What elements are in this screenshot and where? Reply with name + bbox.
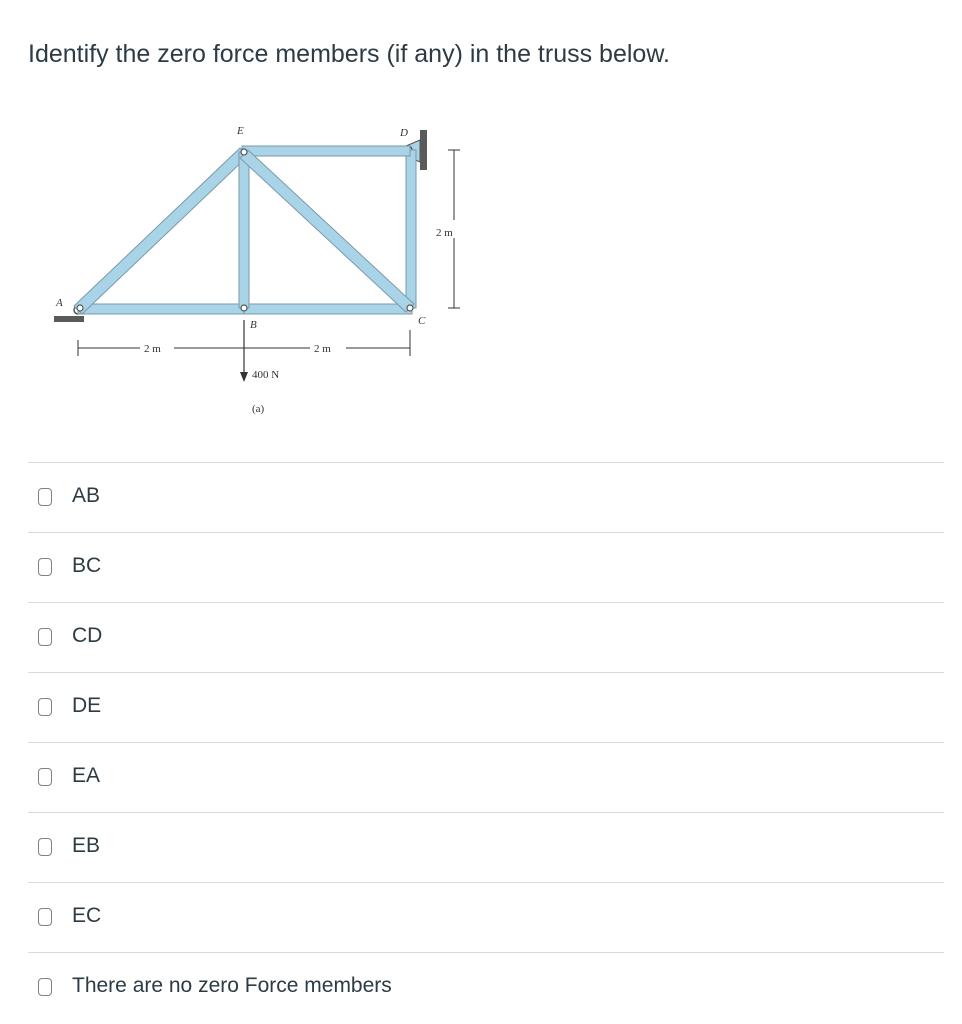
checkbox[interactable] (38, 558, 52, 576)
truss-figure (40, 110, 500, 430)
truss-diagram (40, 110, 500, 430)
node-label-c: C (418, 315, 426, 327)
checkbox[interactable] (38, 628, 52, 646)
option-label: AB (72, 484, 101, 507)
question-text: Identify the zero force members (if any) in the truss below. (28, 40, 670, 68)
option-ec[interactable] (28, 882, 944, 952)
member-de (242, 146, 410, 156)
checkbox[interactable] (38, 488, 52, 506)
checkbox[interactable] (38, 698, 52, 716)
member-bc (244, 304, 412, 314)
load-arrow-icon (240, 320, 248, 382)
dimension-vertical-label: 2 m (436, 227, 453, 239)
joint-b (241, 305, 247, 311)
option-label: EC (72, 904, 102, 927)
checkbox[interactable] (38, 908, 52, 926)
node-label-a: A (56, 297, 63, 309)
option-ab[interactable] (28, 462, 944, 532)
member-ea (74, 148, 248, 314)
option-label: EA (72, 764, 101, 787)
checkbox[interactable] (38, 768, 52, 786)
member-ab (78, 304, 244, 314)
node-label-d: D (400, 127, 408, 139)
option-de[interactable] (28, 672, 944, 742)
member-cd (406, 150, 416, 308)
option-eb[interactable] (28, 812, 944, 882)
option-label: EB (72, 834, 101, 857)
joint-e (241, 149, 247, 155)
member-ec (240, 150, 414, 312)
option-label: CD (72, 624, 103, 647)
option-cd[interactable] (28, 602, 944, 672)
node-label-b: B (250, 319, 257, 331)
figure-caption: (a) (252, 403, 265, 415)
answer-options (28, 462, 944, 1022)
option-label: BC (72, 554, 102, 577)
member-eb (239, 152, 249, 308)
option-bc[interactable] (28, 532, 944, 602)
joint-a (77, 305, 83, 311)
load-label: 400 N (252, 369, 280, 381)
option-none[interactable] (28, 952, 944, 1022)
joint-c (407, 305, 413, 311)
checkbox[interactable] (38, 978, 52, 996)
option-label: There are no zero Force members (72, 974, 392, 997)
option-label: DE (72, 694, 102, 717)
dimension-horizontal-label-1: 2 m (144, 343, 161, 355)
node-label-e: E (237, 125, 244, 137)
dimension-horizontal-label-2: 2 m (314, 343, 331, 355)
option-ea[interactable] (28, 742, 944, 812)
checkbox[interactable] (38, 838, 52, 856)
